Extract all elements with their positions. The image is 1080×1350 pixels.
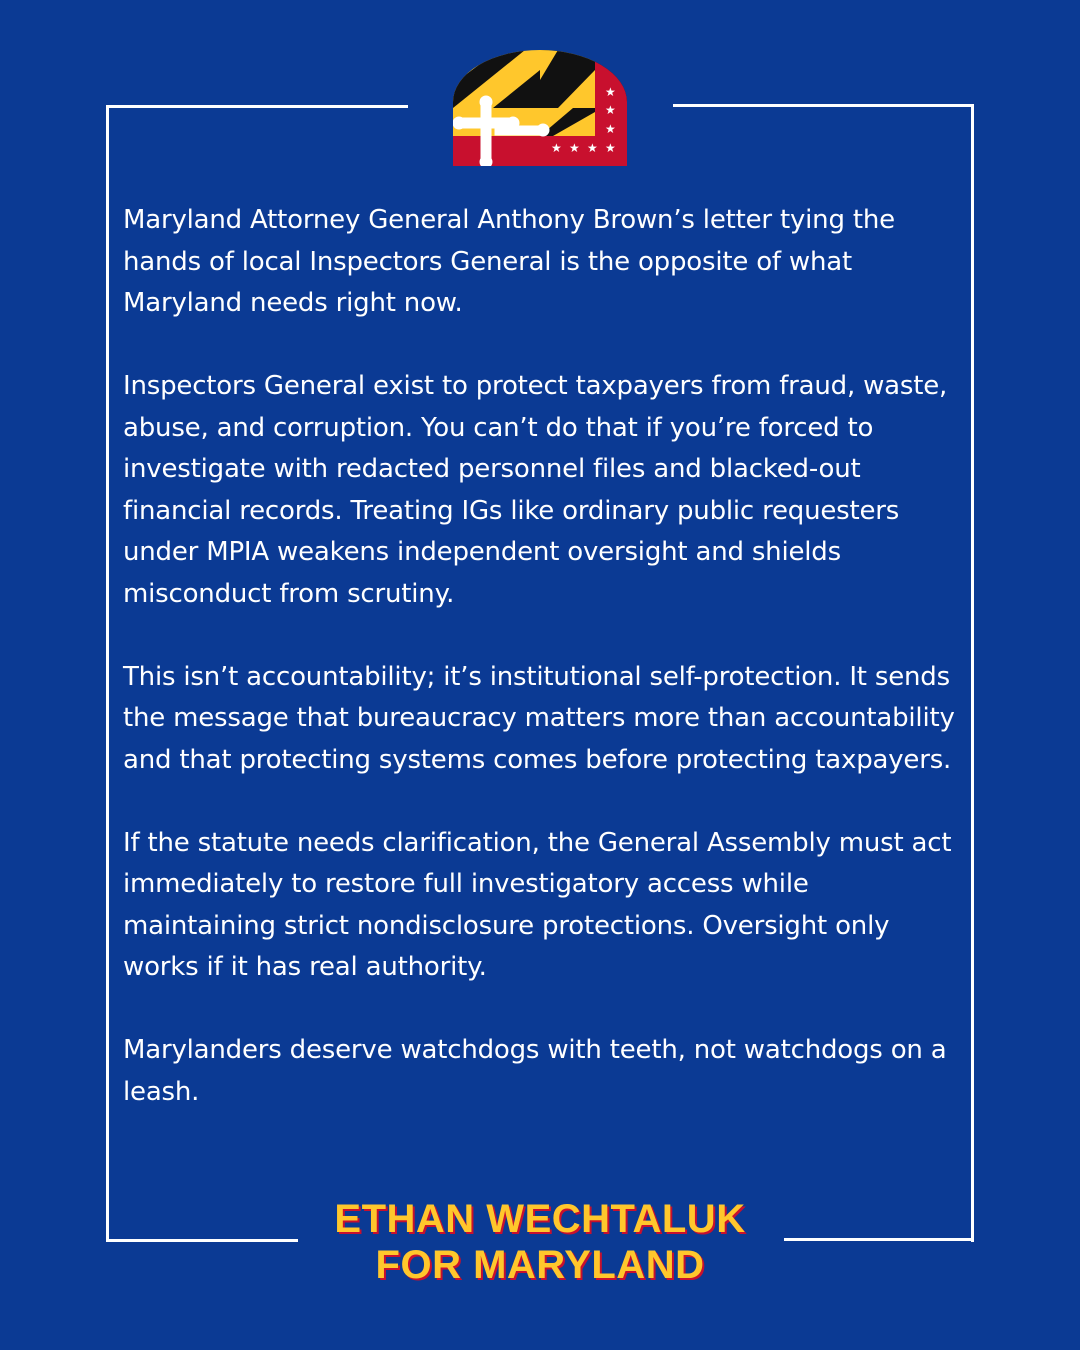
svg-text:★: ★ [605, 103, 616, 117]
frame-left [106, 105, 109, 1242]
svg-text:★: ★ [605, 141, 616, 155]
signature-tagline: FOR MARYLAND [375, 1243, 705, 1287]
statement-paragraph-3: This isn’t accountability; it’s institutional self-protection. It sends the message that bureaucracy matters more than accountability and that protecting systems comes before protecting taxpayers. [123, 661, 955, 775]
signature-name: ETHAN WECHTALUK [334, 1197, 746, 1241]
svg-text:★: ★ [569, 141, 580, 155]
svg-text:★: ★ [605, 122, 616, 136]
statement-paragraph-1: Maryland Attorney General Anthony Brown’s letter tying the hands of local Inspectors General is the opposite of what Maryland needs right now. [123, 205, 895, 318]
campaign-signature [0, 1196, 1080, 1288]
frame-top-left [106, 105, 408, 108]
statement-paragraph-2: Inspectors General exist to protect taxpayers from fraud, waste, abuse, and corruption. You can’t do that if you’re forced to investigate with redacted personnel files and blacked-out financial records. Treating IGs like ordinary public requesters under MPIA weakens independent oversight and shields misconduct from scrutiny. [123, 371, 948, 609]
maryland-flag-logo [453, 50, 627, 166]
frame-top-right [673, 104, 974, 107]
svg-text:★: ★ [551, 141, 562, 155]
statement-paragraph-5: Marylanders deserve watchdogs with teeth, not watchdogs on a leash. [123, 1035, 947, 1107]
statement-body [123, 200, 963, 1113]
statement-paragraph-4: If the statute needs clarification, the General Assembly must act immediately to restore full investigatory access while maintaining strict nondisclosure protections. Oversight only works if it has real authority. [123, 827, 952, 982]
svg-text:★: ★ [587, 141, 598, 155]
frame-right [971, 104, 974, 1242]
svg-text:★: ★ [605, 85, 616, 99]
